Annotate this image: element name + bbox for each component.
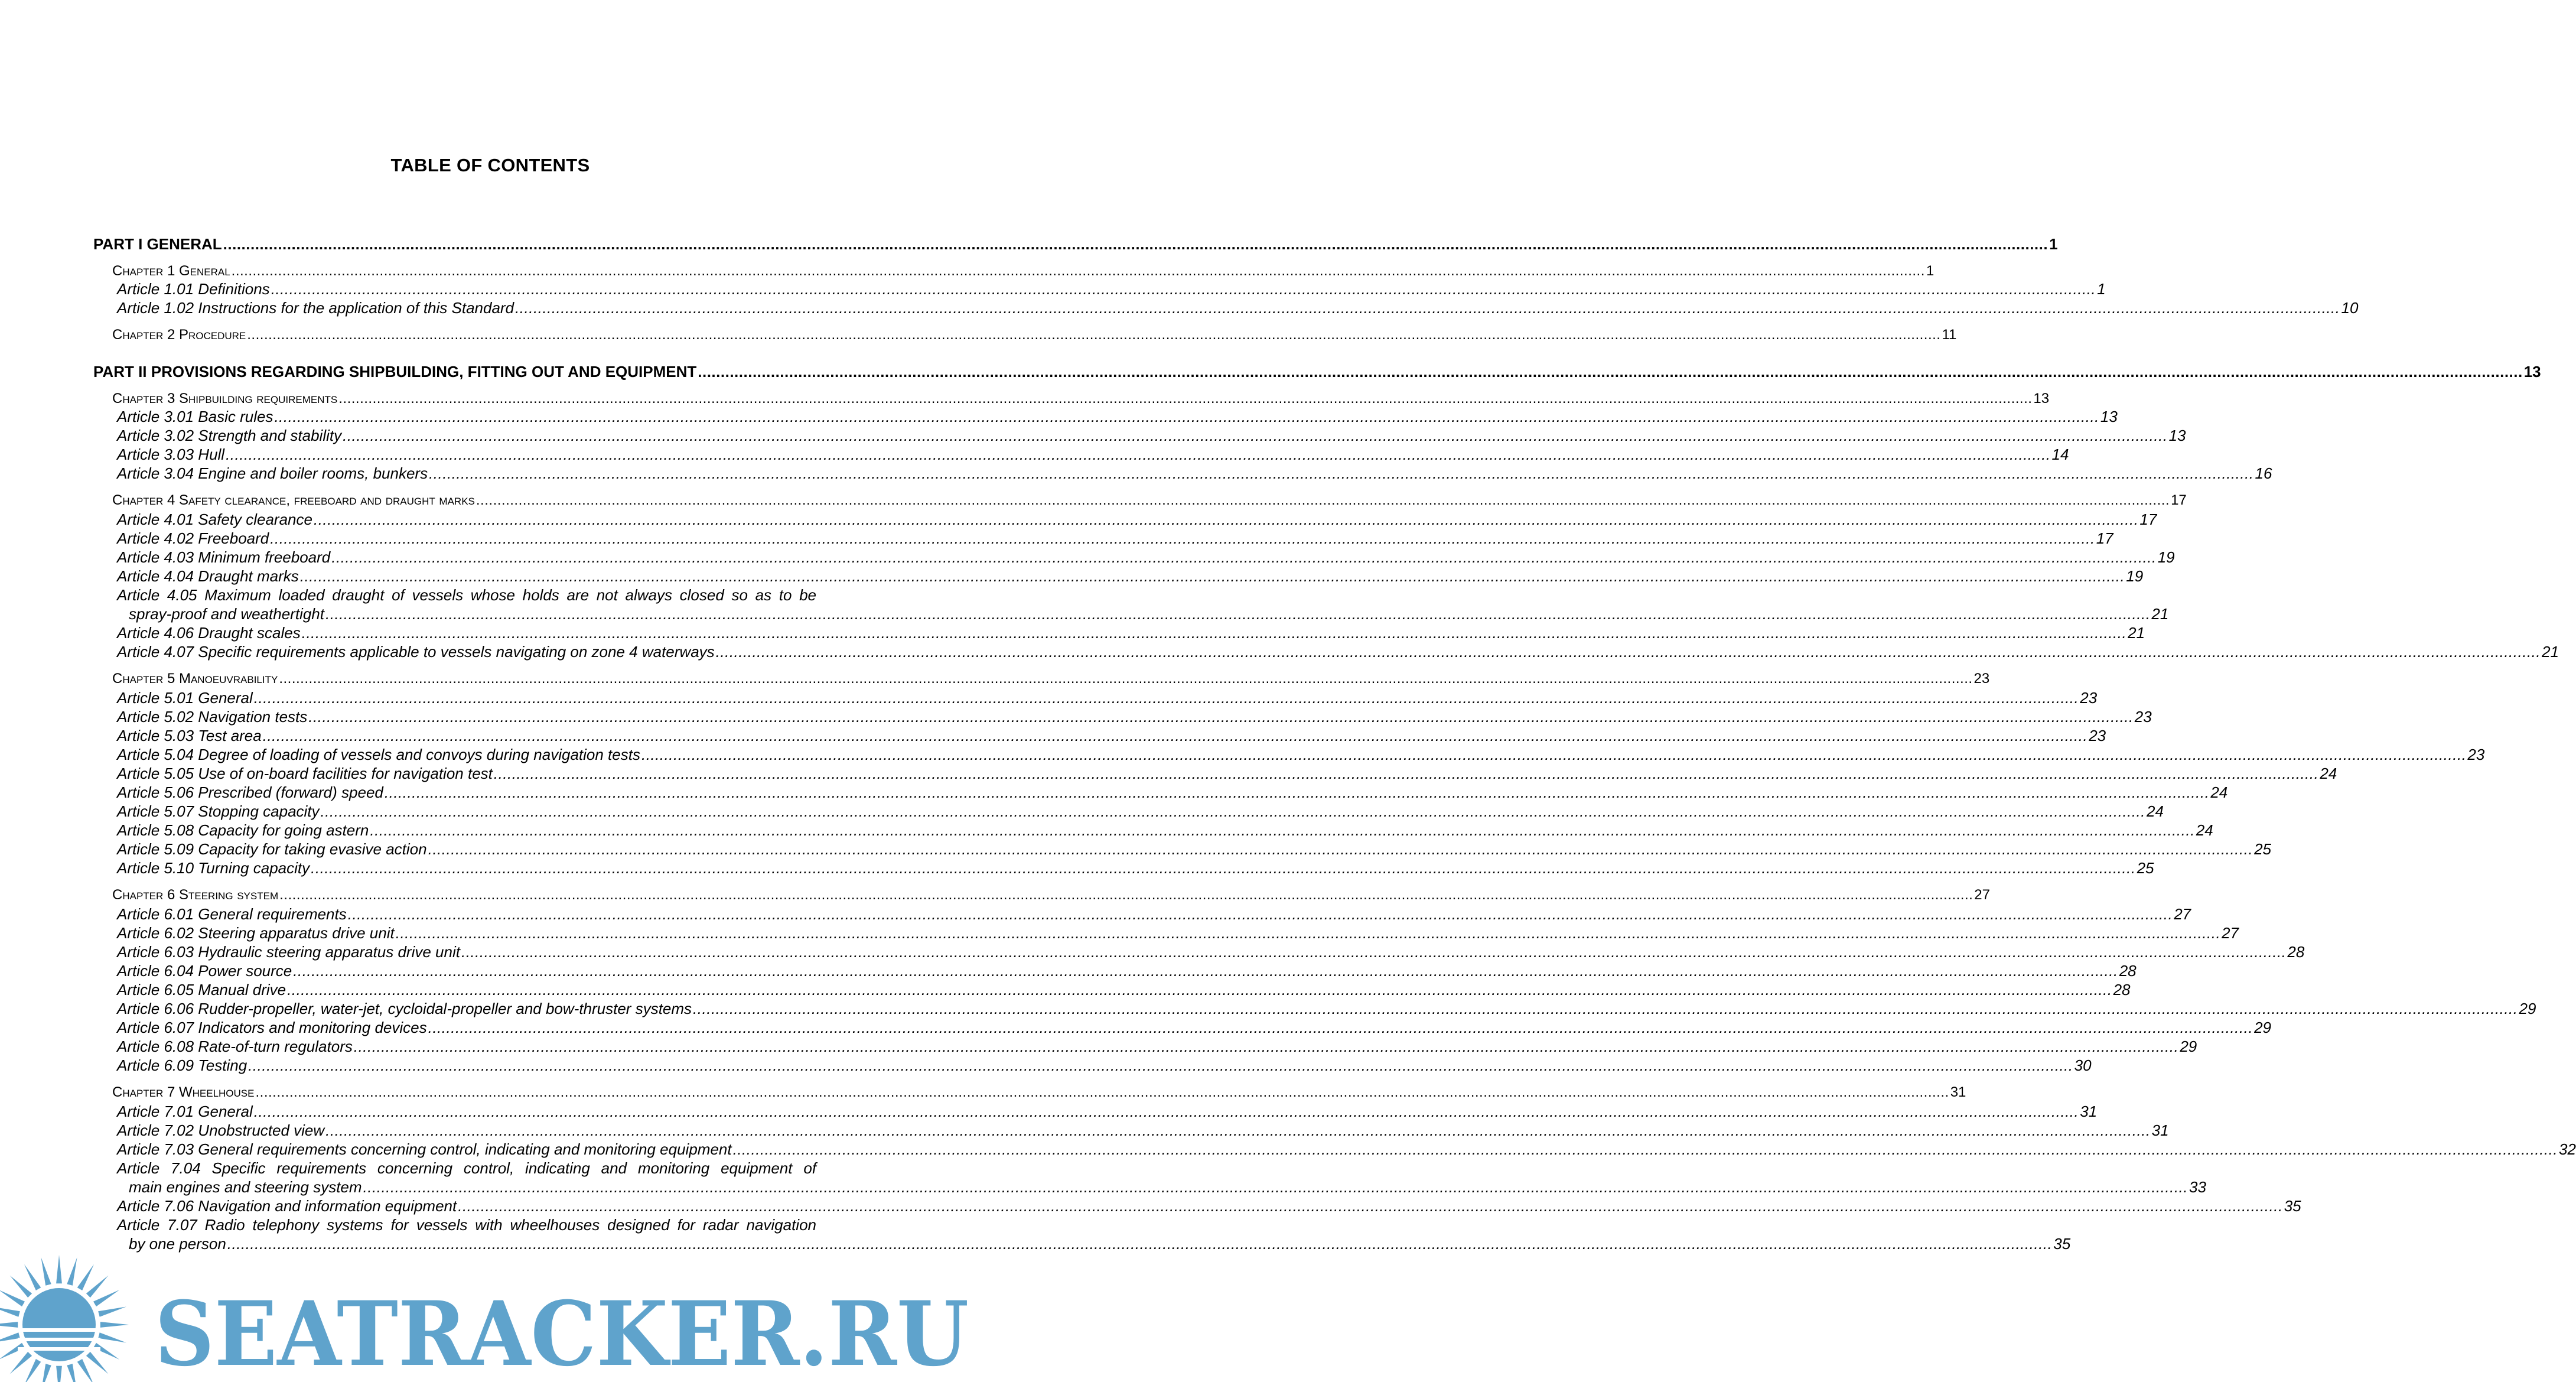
toc-entry-title: Article 7.07 Radio telephony systems for vessels with wheelhouses designed for radar navigation — [117, 1216, 816, 1234]
toc-page-number: 14 — [2051, 446, 2069, 463]
toc-entry-title: Article 3.03 Hull — [117, 446, 225, 463]
toc-entry-title: Article 7.04 Specific requirements concerning control, indicating and monitoring equipment of — [117, 1159, 816, 1177]
toc-entry-title: Article 4.04 Draught marks — [117, 567, 299, 585]
dot-leader: ................................................................................................................................................................................................................................................................................................................................................................................................................ — [363, 1178, 2188, 1196]
toc-page-number: 32 — [2559, 1140, 2576, 1158]
dot-leader: ................................................................................................................................................................................................................................................................................................................................................................................................................ — [370, 821, 2195, 839]
toc-page-number: 25 — [2254, 840, 2271, 858]
toc-article[interactable] — [117, 782, 2228, 802]
toc-entry-title: Article 1.01 Definitions — [117, 280, 270, 298]
toc-article[interactable] — [117, 707, 2152, 727]
dot-leader: ................................................................................................................................................................................................................................................................................................................................................................................................................ — [461, 943, 2287, 961]
toc-page-number: 16 — [2255, 464, 2272, 482]
toc-article[interactable] — [117, 904, 2191, 924]
toc-page-number: 30 — [2074, 1056, 2092, 1074]
toc-page-number: 19 — [2157, 548, 2175, 566]
toc-page-number: 23 — [2089, 727, 2106, 744]
dot-leader: ................................................................................................................................................................................................................................................................................................................................................................................................................ — [311, 859, 2136, 877]
toc-page-number: 24 — [2196, 821, 2213, 839]
dot-leader: ................................................................................................................................................................................................................................................................................................................................................................................................................ — [270, 529, 2095, 547]
dot-leader: ................................................................................................................................................................................................................................................................................................................................................................................................................ — [223, 235, 2049, 253]
toc-article[interactable] — [117, 726, 2106, 746]
toc-page-number: 10 — [2341, 299, 2359, 317]
toc-article[interactable] — [117, 688, 2098, 708]
toc-entry-title: Article 7.01 General — [117, 1103, 253, 1120]
toc-page-number: 31 — [1950, 1084, 1966, 1100]
toc-entry-title: Article 5.02 Navigation tests — [117, 708, 308, 726]
dot-leader: ................................................................................................................................................................................................................................................................................................................................................................................................................ — [287, 981, 2112, 999]
dot-leader: ................................................................................................................................................................................................................................................................................................................................................................................................................ — [428, 840, 2253, 858]
dot-leader: ................................................................................................................................................................................................................................................................................................................................................................................................................ — [320, 802, 2145, 820]
dot-leader: ................................................................................................................................................................................................................................................................................................................................................................................................................ — [493, 765, 2319, 782]
toc-entry-title: Article 3.02 Strength and stability — [117, 427, 342, 444]
watermark-text: SEATRACKER.RU — [155, 1282, 969, 1382]
dot-leader: ................................................................................................................................................................................................................................................................................................................................................................................................................ — [515, 299, 2340, 317]
toc-page-number: 35 — [2053, 1235, 2071, 1253]
dot-leader: ................................................................................................................................................................................................................................................................................................................................................................................................................ — [338, 391, 2033, 407]
dot-leader: ................................................................................................................................................................................................................................................................................................................................................................................................................ — [395, 924, 2221, 942]
toc-entry-title: Article 4.05 Maximum loaded draught of vessels whose holds are not always closed so as to be — [117, 586, 816, 604]
toc-entry-title: PART II PROVISIONS REGARDING SHIPBUILDING, FITTING OUT AND EQUIPMENT — [93, 363, 697, 381]
toc-article[interactable] — [117, 566, 2144, 586]
toc-article[interactable] — [117, 547, 2175, 567]
toc-part[interactable] — [93, 234, 2058, 254]
toc-entry-title: Article 5.03 Test area — [117, 727, 262, 744]
toc-entry-title: by one person — [129, 1235, 226, 1253]
toc-entry-title: Article 5.10 Turning capacity — [117, 859, 310, 877]
dot-leader: ................................................................................................................................................................................................................................................................................................................................................................................................................ — [247, 327, 1941, 343]
toc-article[interactable] — [117, 1139, 2576, 1159]
toc-chapter[interactable] — [112, 885, 1990, 905]
toc-entry-title: Chapter 3 Shipbuilding requirements — [112, 391, 338, 407]
toc-article[interactable] — [117, 528, 2113, 548]
toc-entry-title: Article 1.02 Instructions for the application of this Standard — [117, 299, 514, 317]
toc-entry-title: Article 5.07 Stopping capacity — [117, 802, 320, 820]
toc-page-number: 23 — [1973, 671, 1990, 687]
toc-page-number: 31 — [2151, 1121, 2169, 1139]
toc-page-number: 17 — [2171, 492, 2187, 508]
toc-article[interactable] — [117, 1215, 816, 1235]
toc-article-continuation[interactable] — [129, 1177, 2206, 1197]
toc-page-number: 27 — [1974, 887, 1990, 903]
toc-entry-title: Chapter 7 Wheelhouse — [112, 1084, 255, 1100]
toc-article[interactable] — [117, 839, 2271, 859]
toc-entry-title: PART I GENERAL — [93, 235, 222, 253]
toc-entry-title: Chapter 1 General — [112, 263, 230, 279]
toc-entry-title: Article 6.04 Power source — [117, 962, 292, 980]
toc-entry-title: Article 4.01 Safety clearance — [117, 510, 312, 528]
toc-article[interactable] — [117, 463, 2272, 483]
dot-leader: ................................................................................................................................................................................................................................................................................................................................................................................................................ — [641, 746, 2467, 763]
toc-page-number: 28 — [2119, 962, 2137, 980]
toc-entry-title: Article 5.04 Degree of loading of vessels and convoys during navigation tests — [117, 746, 640, 763]
toc-entry-title: Chapter 4 Safety clearance, freeboard and draught marks — [112, 492, 475, 508]
toc-entry-title: Article 6.03 Hydraulic steering apparatus drive unit — [117, 943, 460, 961]
toc-chapter[interactable] — [112, 669, 1990, 689]
watermark-logo — [0, 1241, 977, 1382]
toc-page-number: 21 — [2542, 643, 2559, 661]
toc-article[interactable] — [117, 1055, 2092, 1075]
dot-leader: ................................................................................................................................................................................................................................................................................................................................................................................................................ — [325, 605, 2151, 623]
toc-entry-title: Article 4.02 Freeboard — [117, 529, 269, 547]
toc-page-number: 21 — [2151, 605, 2169, 623]
toc-entry-title: Article 7.06 Navigation and information equipment — [117, 1197, 457, 1215]
dot-leader: ................................................................................................................................................................................................................................................................................................................................................................................................................ — [384, 783, 2210, 801]
dot-leader: ................................................................................................................................................................................................................................................................................................................................................................................................................ — [231, 263, 1925, 279]
dot-leader: ................................................................................................................................................................................................................................................................................................................................................................................................................ — [271, 280, 2096, 298]
dot-leader: ................................................................................................................................................................................................................................................................................................................................................................................................................ — [226, 446, 2051, 463]
dot-leader: ................................................................................................................................................................................................................................................................................................................................................................................................................ — [429, 464, 2254, 482]
dot-leader: ................................................................................................................................................................................................................................................................................................................................................................................................................ — [279, 887, 1973, 903]
toc-entry-title: Article 3.01 Basic rules — [117, 408, 273, 425]
toc-article[interactable] — [117, 279, 2106, 299]
toc-entry-title: Article 5.05 Use of on-board facilities for navigation test — [117, 765, 493, 782]
toc-page-number: 1 — [1926, 263, 1935, 279]
toc-article[interactable] — [117, 1158, 816, 1178]
dot-leader: ................................................................................................................................................................................................................................................................................................................................................................................................................ — [325, 1121, 2151, 1139]
toc-page-number: 31 — [2080, 1103, 2098, 1120]
dot-leader: ................................................................................................................................................................................................................................................................................................................................................................................................................ — [255, 1084, 1949, 1100]
toc-article[interactable] — [117, 858, 2154, 878]
toc-chapter[interactable] — [112, 261, 1935, 281]
toc-entry-title: Chapter 6 Steering system — [112, 887, 279, 903]
toc-page-number: 24 — [2147, 802, 2164, 820]
toc-article[interactable] — [117, 980, 2131, 1000]
toc-article[interactable] — [117, 961, 2137, 981]
toc-page-number: 23 — [2134, 708, 2152, 726]
toc-article[interactable] — [117, 642, 2559, 662]
dot-leader: ................................................................................................................................................................................................................................................................................................................................................................................................................ — [458, 1197, 2283, 1215]
toc-article-continuation[interactable] — [129, 604, 2169, 624]
dot-leader: ................................................................................................................................................................................................................................................................................................................................................................................................................ — [279, 671, 1973, 687]
toc-article[interactable] — [117, 444, 2069, 464]
toc-page-number: 25 — [2137, 859, 2154, 877]
toc-page-number: 17 — [2139, 510, 2157, 528]
toc-article[interactable] — [117, 298, 2359, 318]
toc-entry-title: Article 6.08 Rate-of-turn regulators — [117, 1038, 353, 1055]
dot-leader: ................................................................................................................................................................................................................................................................................................................................................................................................................ — [715, 643, 2541, 661]
toc-page-number: 23 — [2467, 746, 2485, 763]
toc-page-number: 35 — [2284, 1197, 2301, 1215]
toc-entry-title: Article 6.05 Manual drive — [117, 981, 286, 999]
dot-leader: ................................................................................................................................................................................................................................................................................................................................................................................................................ — [693, 1000, 2518, 1017]
dot-leader: ................................................................................................................................................................................................................................................................................................................................................................................................................ — [343, 427, 2168, 444]
toc-page-number: 17 — [2096, 529, 2113, 547]
toc-article[interactable] — [117, 1017, 2271, 1038]
toc-article[interactable] — [117, 999, 2536, 1019]
toc-page-number: 1 — [2049, 235, 2058, 253]
toc-article[interactable] — [117, 763, 2337, 783]
dot-leader: ................................................................................................................................................................................................................................................................................................................................................................................................................ — [347, 905, 2173, 923]
toc-article[interactable] — [117, 623, 2145, 643]
toc-entry-title: Article 7.03 General requirements concerning control, indicating and monitoring equipment — [117, 1140, 732, 1158]
toc-page-number: 24 — [2210, 783, 2228, 801]
toc-article[interactable] — [117, 1036, 2197, 1056]
toc-entry-title: Article 6.02 Steering apparatus drive unit — [117, 924, 395, 942]
toc-entry-title: Article 5.08 Capacity for going astern — [117, 821, 369, 839]
toc-page-number: 29 — [2519, 1000, 2536, 1017]
toc-article[interactable] — [117, 1101, 2098, 1121]
dot-leader: ................................................................................................................................................................................................................................................................................................................................................................................................................ — [293, 962, 2118, 980]
toc-article[interactable] — [117, 820, 2213, 840]
toc-entry-title: Chapter 5 Manoeuvrability — [112, 671, 278, 687]
toc-entry-title: main engines and steering system — [129, 1178, 362, 1196]
toc-article[interactable] — [117, 942, 2305, 962]
toc-entry-title: spray-proof and weathertight — [129, 605, 324, 623]
dot-leader: ................................................................................................................................................................................................................................................................................................................................................................................................................ — [428, 1019, 2253, 1036]
toc-article[interactable] — [117, 801, 2164, 821]
dot-leader: ................................................................................................................................................................................................................................................................................................................................................................................................................ — [253, 689, 2079, 707]
toc-entry-title: Chapter 2 Procedure — [112, 327, 246, 343]
toc-entry-title: Article 3.04 Engine and boiler rooms, bunkers — [117, 464, 428, 482]
dot-leader: ................................................................................................................................................................................................................................................................................................................................................................................................................ — [301, 624, 2127, 642]
toc-entry-title: Article 5.09 Capacity for taking evasive action — [117, 840, 427, 858]
dot-leader: ................................................................................................................................................................................................................................................................................................................................................................................................................ — [353, 1038, 2179, 1055]
toc-article[interactable] — [117, 744, 2485, 765]
dot-leader: ................................................................................................................................................................................................................................................................................................................................................................................................................ — [262, 727, 2088, 744]
toc-entry-title: Article 5.01 General — [117, 689, 253, 707]
toc-page-number: 29 — [2180, 1038, 2197, 1055]
toc-entry-title: Article 7.02 Unobstructed view — [117, 1121, 325, 1139]
toc-page-number: 19 — [2126, 567, 2144, 585]
toc-article[interactable] — [117, 585, 816, 605]
toc-entry-title: Article 6.09 Testing — [117, 1056, 247, 1074]
toc-part[interactable] — [93, 362, 2541, 382]
dot-leader: ................................................................................................................................................................................................................................................................................................................................................................................................................ — [308, 708, 2134, 726]
toc-page-number: 27 — [2174, 905, 2191, 923]
toc-entry-title: Article 5.06 Prescribed (forward) speed — [117, 783, 383, 801]
toc-entry-title: Article 6.07 Indicators and monitoring devices — [117, 1019, 427, 1036]
toc-entry-title: Article 4.07 Specific requirements applicable to vessels navigating on zone 4 waterways — [117, 643, 715, 661]
toc-page-number: 24 — [2320, 765, 2337, 782]
toc-page-number: 13 — [2100, 408, 2118, 425]
toc-page-number: 28 — [2113, 981, 2131, 999]
toc-page-number: 11 — [1942, 327, 1957, 343]
toc-page-number: 21 — [2128, 624, 2145, 642]
toc-article[interactable] — [117, 923, 2239, 943]
dot-leader: ................................................................................................................................................................................................................................................................................................................................................................................................................ — [698, 363, 2523, 381]
toc-article[interactable] — [117, 509, 2157, 529]
toc-article[interactable] — [117, 425, 2186, 446]
sun-icon — [0, 1255, 129, 1382]
dot-leader: ................................................................................................................................................................................................................................................................................................................................................................................................................ — [732, 1140, 2558, 1158]
dot-leader: ................................................................................................................................................................................................................................................................................................................................................................................................................ — [299, 567, 2125, 585]
toc-page-number: 13 — [2523, 363, 2541, 381]
toc-article[interactable] — [117, 407, 2118, 427]
dot-leader: ................................................................................................................................................................................................................................................................................................................................................................................................................ — [253, 1103, 2079, 1120]
dot-leader: ................................................................................................................................................................................................................................................................................................................................................................................................................ — [274, 408, 2099, 425]
toc-chapter[interactable] — [112, 389, 2050, 409]
toc-article[interactable] — [117, 1196, 2301, 1216]
toc-entry-title: Article 4.03 Minimum freeboard — [117, 548, 331, 566]
toc-chapter[interactable] — [112, 490, 2187, 510]
toc-page-number: 33 — [2189, 1178, 2206, 1196]
dot-leader: ................................................................................................................................................................................................................................................................................................................................................................................................................ — [476, 492, 2170, 508]
dot-leader: ................................................................................................................................................................................................................................................................................................................................................................................................................ — [331, 548, 2157, 566]
toc-page-number: 29 — [2254, 1019, 2271, 1036]
dot-leader: ................................................................................................................................................................................................................................................................................................................................................................................................................ — [248, 1056, 2073, 1074]
toc-page-number: 23 — [2080, 689, 2098, 707]
toc-entry-title: Article 6.06 Rudder-propeller, water-jet, cycloidal-propeller and bow-thruster systems — [117, 1000, 692, 1017]
toc-chapter[interactable] — [112, 1082, 1966, 1103]
toc-article[interactable] — [117, 1120, 2169, 1140]
toc-entry-title: Article 6.01 General requirements — [117, 905, 347, 923]
dot-leader: ................................................................................................................................................................................................................................................................................................................................................................................................................ — [313, 510, 2139, 528]
toc-entry-title: Article 4.06 Draught scales — [117, 624, 301, 642]
toc-page-number: 13 — [2168, 427, 2186, 444]
toc-page-number: 27 — [2222, 924, 2239, 942]
toc-page-number: 28 — [2287, 943, 2305, 961]
toc-page-number: 13 — [2033, 391, 2050, 407]
toc-chapter[interactable] — [112, 325, 1957, 345]
page-title: TABLE OF CONTENTS — [390, 155, 590, 175]
dot-leader: ................................................................................................................................................................................................................................................................................................................................................................................................................ — [227, 1235, 2053, 1253]
toc-page-number: 1 — [2097, 280, 2106, 298]
